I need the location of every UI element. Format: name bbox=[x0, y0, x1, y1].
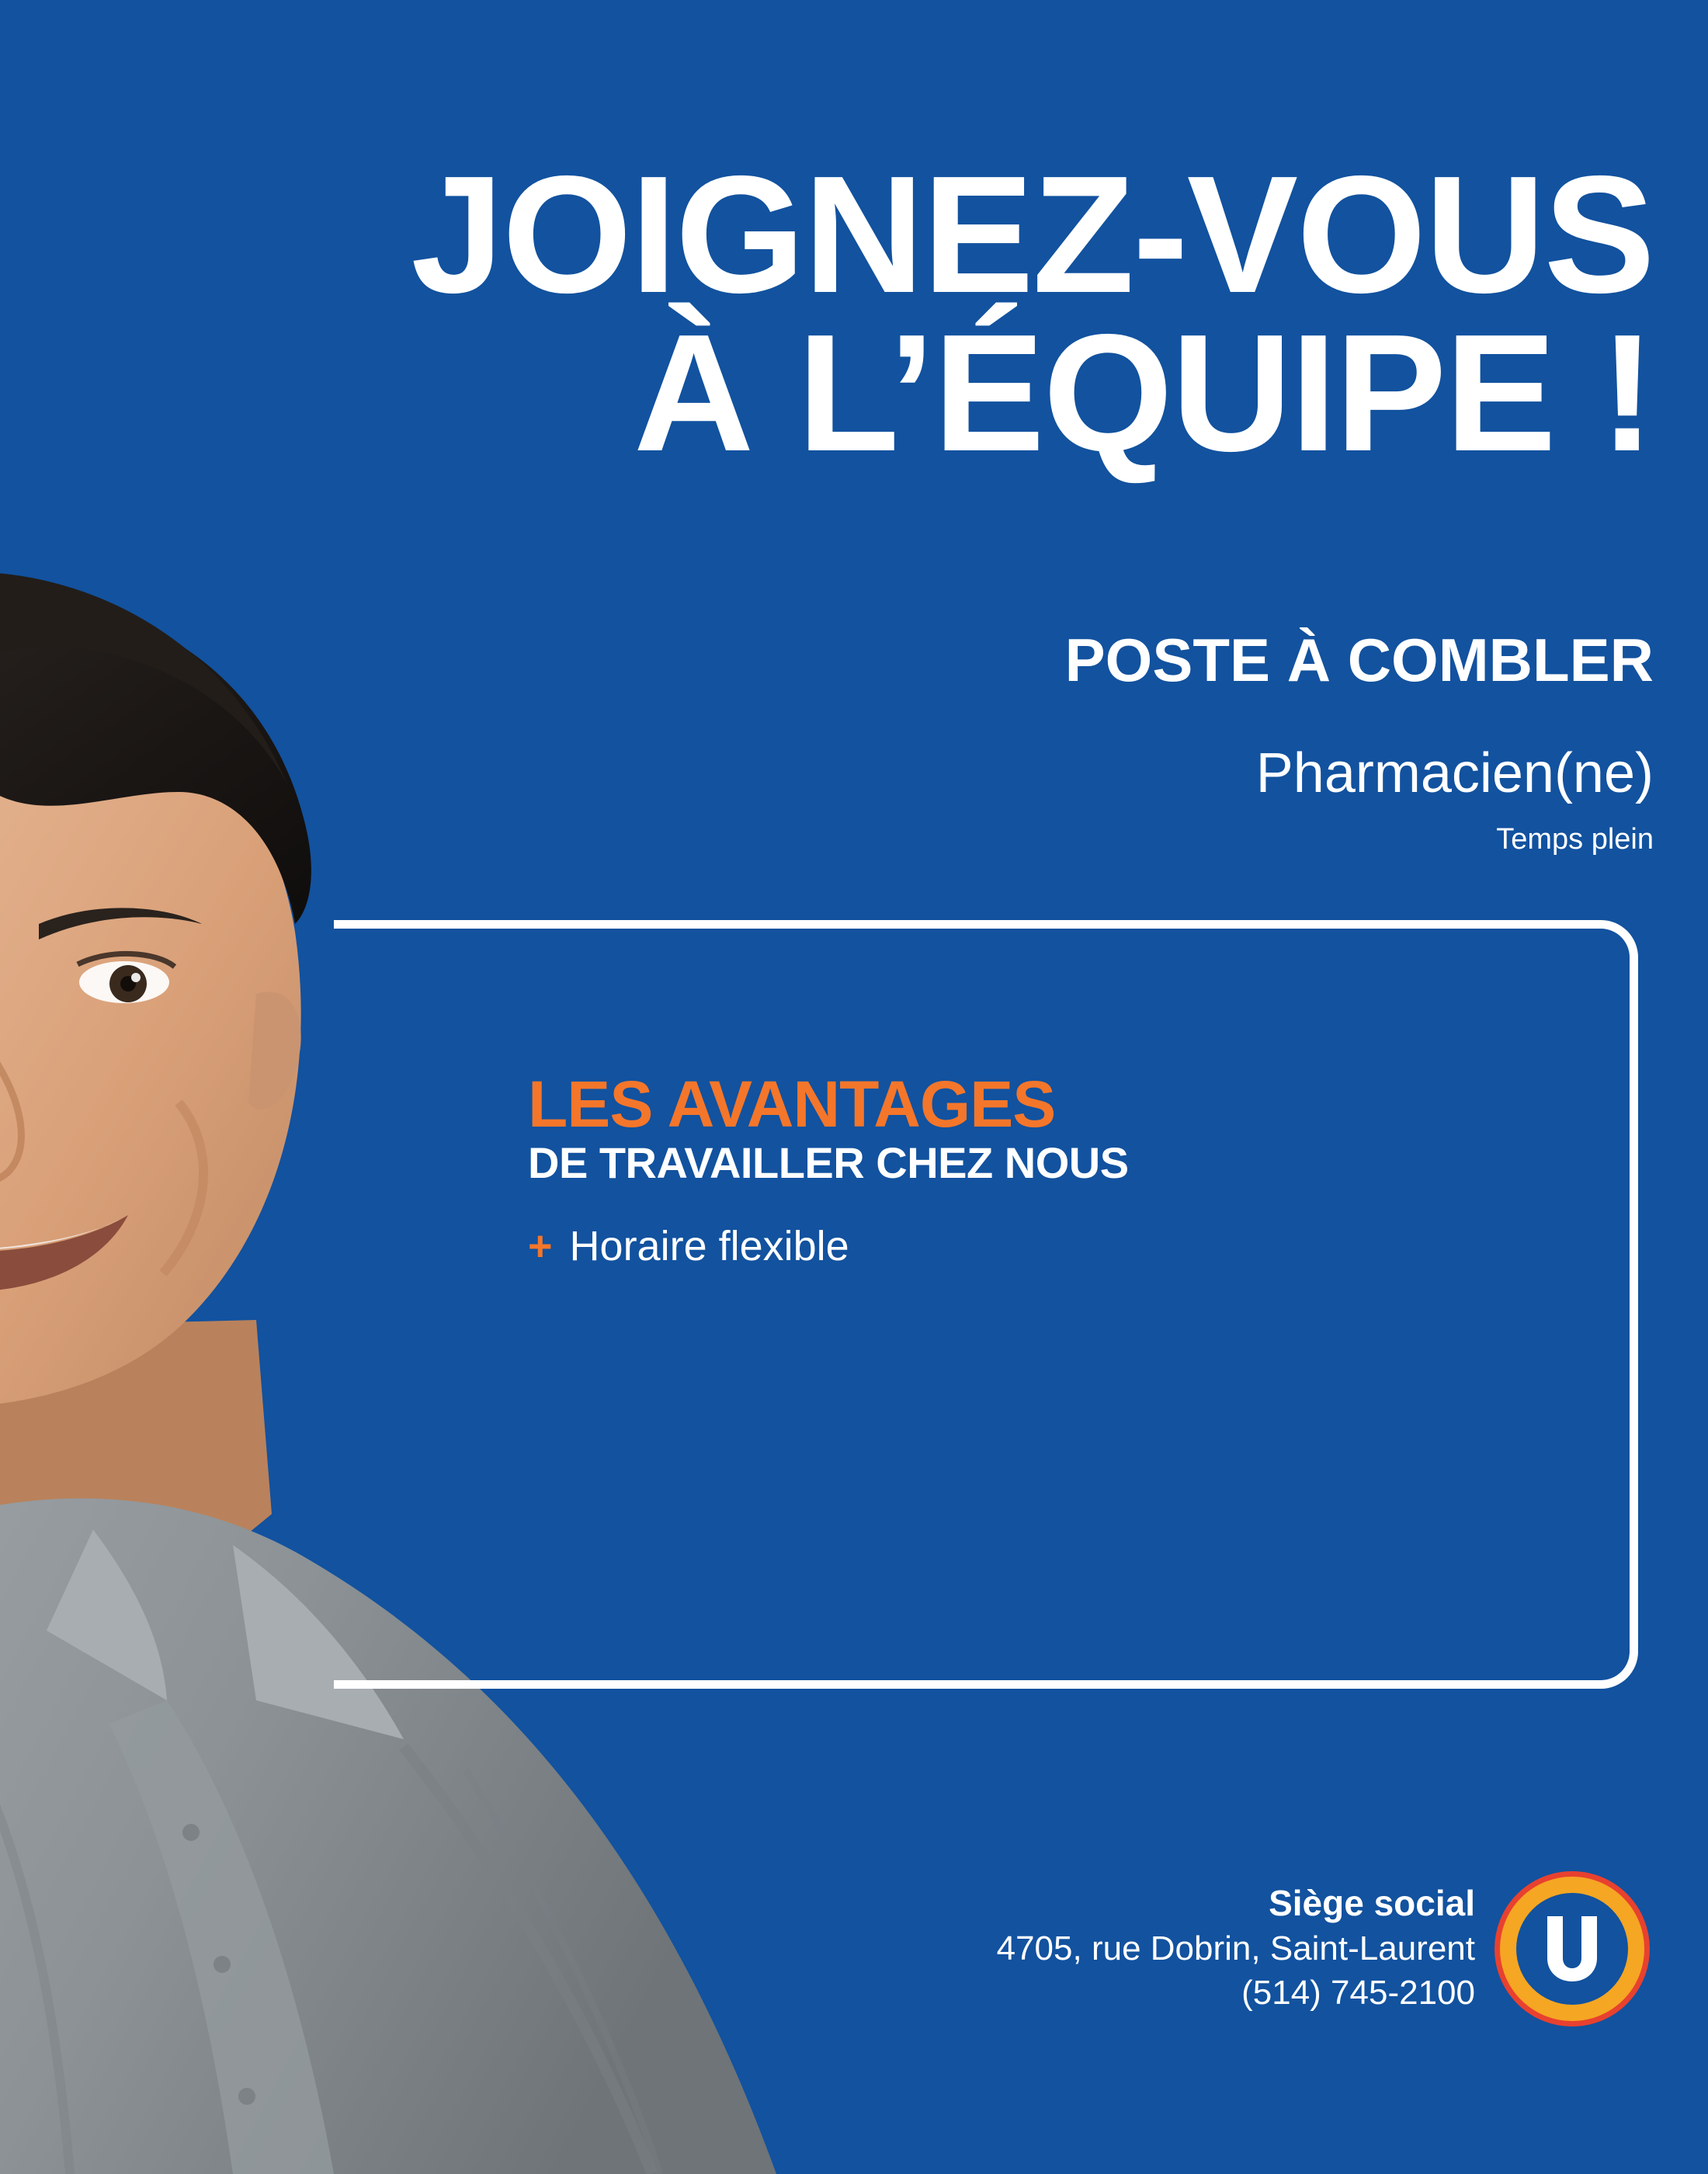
hq-phone: (514) 745-2100 bbox=[1241, 1973, 1475, 2012]
position-label: POSTE À COMBLER bbox=[1064, 626, 1654, 694]
benefits-title: LES AVANTAGES bbox=[528, 1068, 1056, 1141]
benefits-content bbox=[528, 1068, 1537, 1284]
benefits-box bbox=[334, 920, 1638, 1689]
hq-label: Siège social bbox=[1269, 1883, 1475, 1924]
benefits-list bbox=[528, 1222, 1537, 1270]
hq-address: 4705, rue Dobrin, Saint-Laurent bbox=[996, 1929, 1475, 1967]
list-item bbox=[528, 1222, 1537, 1270]
benefit-label: Horaire flexible bbox=[569, 1223, 849, 1269]
position-title: Pharmacien(ne) bbox=[1255, 742, 1654, 804]
footer-contact bbox=[997, 1881, 1475, 2015]
headline-line-2: À L’ÉQUIPE ! bbox=[634, 299, 1654, 487]
position-schedule: Temps plein bbox=[1496, 823, 1654, 856]
headline-line-1: JOIGNEZ-VOUS bbox=[411, 141, 1654, 328]
page-title bbox=[179, 141, 1654, 487]
benefits-subtitle: DE TRAVAILLER CHEZ NOUS bbox=[528, 1138, 1129, 1187]
uniprix-logo-icon bbox=[1494, 1871, 1650, 2026]
plus-icon: + bbox=[528, 1223, 553, 1269]
